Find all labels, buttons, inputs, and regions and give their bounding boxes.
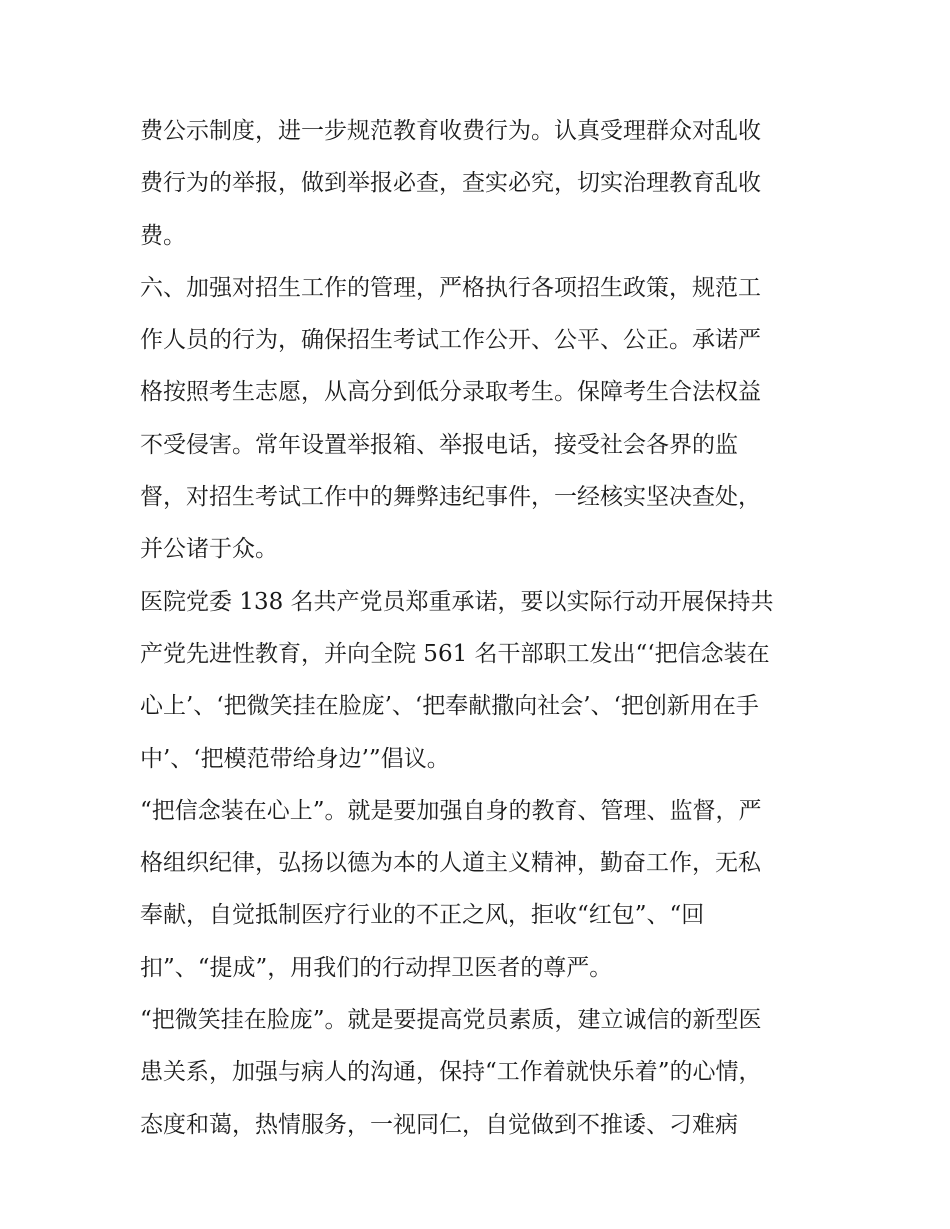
text-line: 中’、‘把模范带给身边’”倡议。 [140,745,450,772]
text-line: “把微笑挂在脸庞”。就是要提高党员素质，建立诚信的新型医 [140,1007,762,1034]
text-line: 费行为的举报，做到举报必查，查实必究，切实治理教育乱收 [140,170,761,197]
text-line: 心上’、‘把微笑挂在脸庞’、‘把奉献撒向社会’、‘把创新用在手 [140,693,759,720]
text-line: 六、加强对招生工作的管理，严格执行各项招生政策，规范工 [140,274,761,301]
text-line: 态度和蔼，热情服务，一视同仁，自觉做到不推诿、刁难病 [140,1111,738,1138]
text-line: 患关系，加强与病人的沟通，保持“工作着就快乐着”的心情， [140,1059,762,1086]
text-line: 费。 [140,222,186,249]
text-line: 格按照考生志愿，从高分到低分录取考生。保障考生合法权益 [140,379,761,406]
text-line: 扣”、“提成”，用我们的行动捍卫医者的尊严。 [140,954,613,981]
text-line: 产党先进性教育，并向全院 561 名干部职工发出“‘把信念装在 [140,640,770,667]
text-line: 督，对招生考试工作中的舞弊违纪事件，一经核实坚决查处， [140,484,761,511]
text-line: 费公示制度，进一步规范教育收费行为。认真受理群众对乱收 [140,118,761,144]
text-line: 并公诸于众。 [140,536,278,563]
body-text [140,105,815,1151]
text-line: 奉献，自觉抵制医疗行业的不正之风，拒收“红包”、“回 [140,902,705,929]
text-line: 不受侵害。常年设置举报箱、举报电话，接受社会各界的监 [140,431,738,458]
text-line: 医院党委 138 名共产党员郑重承诺，要以实际行动开展保持共 [140,588,774,615]
text-line: 格组织纪律，弘扬以德为本的人道主义精神，勤奋工作，无私 [140,850,761,877]
text-line: “把信念装在心上”。就是要加强自身的教育、管理、监督，严 [140,797,762,824]
text-line: 作人员的行为，确保招生考试工作公开、公平、公正。承诺严 [140,327,761,354]
